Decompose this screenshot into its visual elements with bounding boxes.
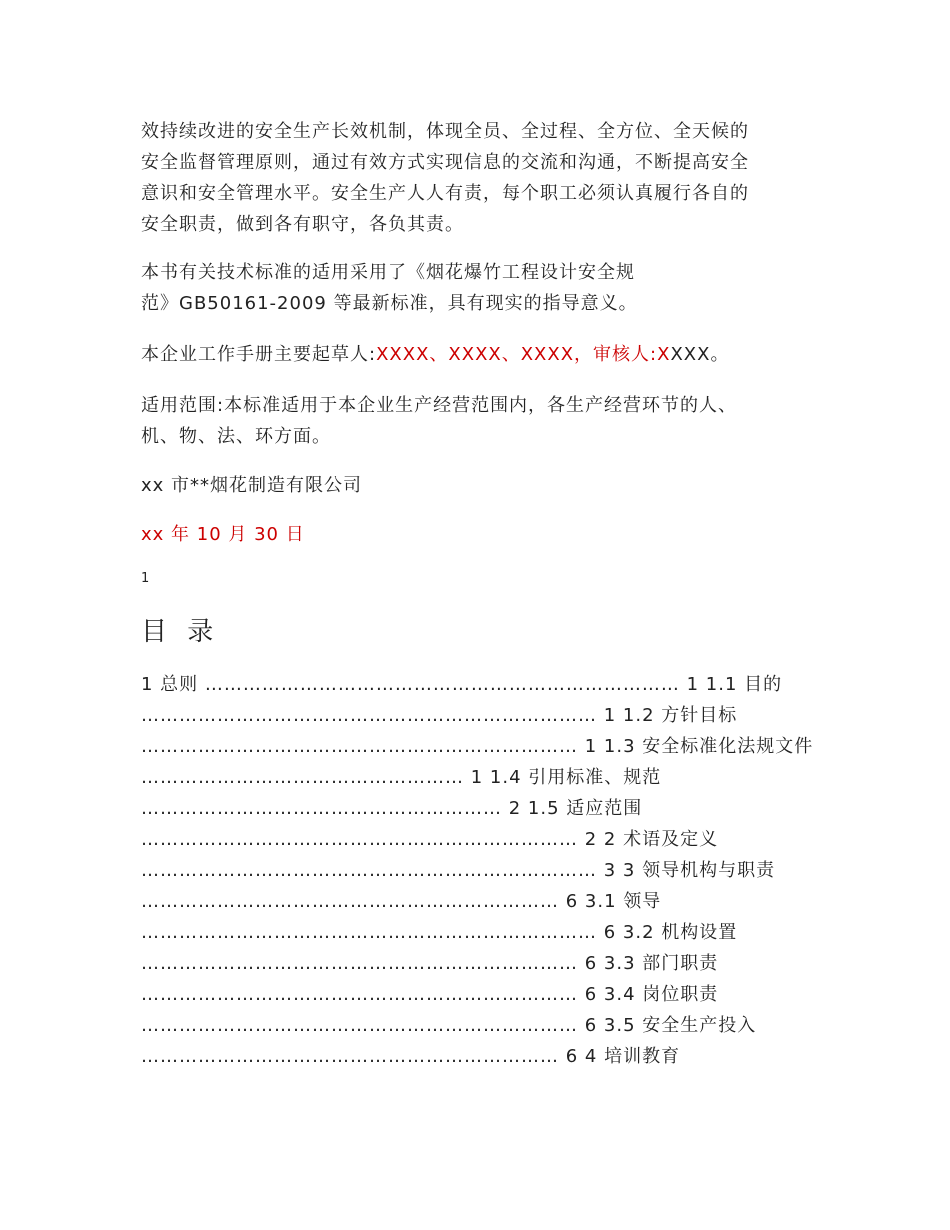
- scope-line: 适用范围:本标准适用于本企业生产经营范围内，各生产经营环节的人、: [141, 395, 738, 416]
- toc-line: …………………………………………………………… 2 2 术语及定义: [141, 829, 719, 850]
- toc-line: …………………………………………………………… 6 3.3 部门职责: [141, 953, 719, 974]
- intro-line: 效持续改进的安全生产长效机制，体现全员、全过程、全方位、全天候的: [141, 121, 749, 142]
- toc-line: 1 总则 ………………………………………………………………… 1 1.1 目的: [141, 674, 783, 695]
- toc-line: …………………………………………………………… 6 3.4 岗位职责: [141, 984, 719, 1005]
- document-date: xx 年 10 月 30 日: [141, 524, 305, 545]
- toc-line: ………………………………………………………… 6 3.1 领导: [141, 891, 662, 912]
- drafters-prefix: 本企业工作手册主要起草人:: [141, 344, 377, 365]
- toc-line: ……………………………………………………………… 1 1.2 方针目标: [141, 705, 738, 726]
- standards-paragraph: [141, 257, 821, 319]
- toc-line: ………………………………………………… 2 1.5 适应范围: [141, 798, 643, 819]
- intro-line: 安全监督管理原则，通过有效方式实现信息的交流和沟通，不断提高安全: [141, 152, 749, 173]
- toc-line: …………………………………………………………… 6 3.5 安全生产投入: [141, 1015, 757, 1036]
- intro-paragraph: [141, 116, 821, 240]
- standards-line: 本书有关技术标准的适用采用了《烟花爆竹工程设计安全规: [141, 262, 635, 283]
- toc-title: 目 录: [141, 617, 220, 647]
- scope-line: 机、物、法、环方面。: [141, 426, 331, 447]
- scope-paragraph: [141, 390, 821, 452]
- toc-line: …………………………………………………………… 1 1.3 安全标准化法规文件: [141, 736, 814, 757]
- standards-line: 范》GB50161-2009 等最新标准，具有现实的指导意义。: [141, 293, 638, 314]
- toc-line: …………………………………………… 1 1.4 引用标准、规范: [141, 767, 662, 788]
- drafters-names: XXXX、XXXX、XXXX，审核人:X: [376, 344, 671, 365]
- toc-line: ……………………………………………………………… 6 3.2 机构设置: [141, 922, 738, 943]
- intro-line: 意识和安全管理水平。安全生产人人有责，每个职工必须认真履行各自的: [141, 183, 749, 204]
- toc-line: ………………………………………………………… 6 4 培训教育: [141, 1046, 681, 1067]
- page-number: 1: [141, 571, 150, 586]
- drafters-paragraph: [141, 339, 821, 370]
- intro-line: 安全职责，做到各有职守，各负其责。: [141, 214, 464, 235]
- toc-line: ……………………………………………………………… 3 3 领导机构与职责: [141, 860, 776, 881]
- company-name: xx 市**烟花制造有限公司: [141, 475, 363, 496]
- drafters-suffix: XXX。: [670, 344, 730, 365]
